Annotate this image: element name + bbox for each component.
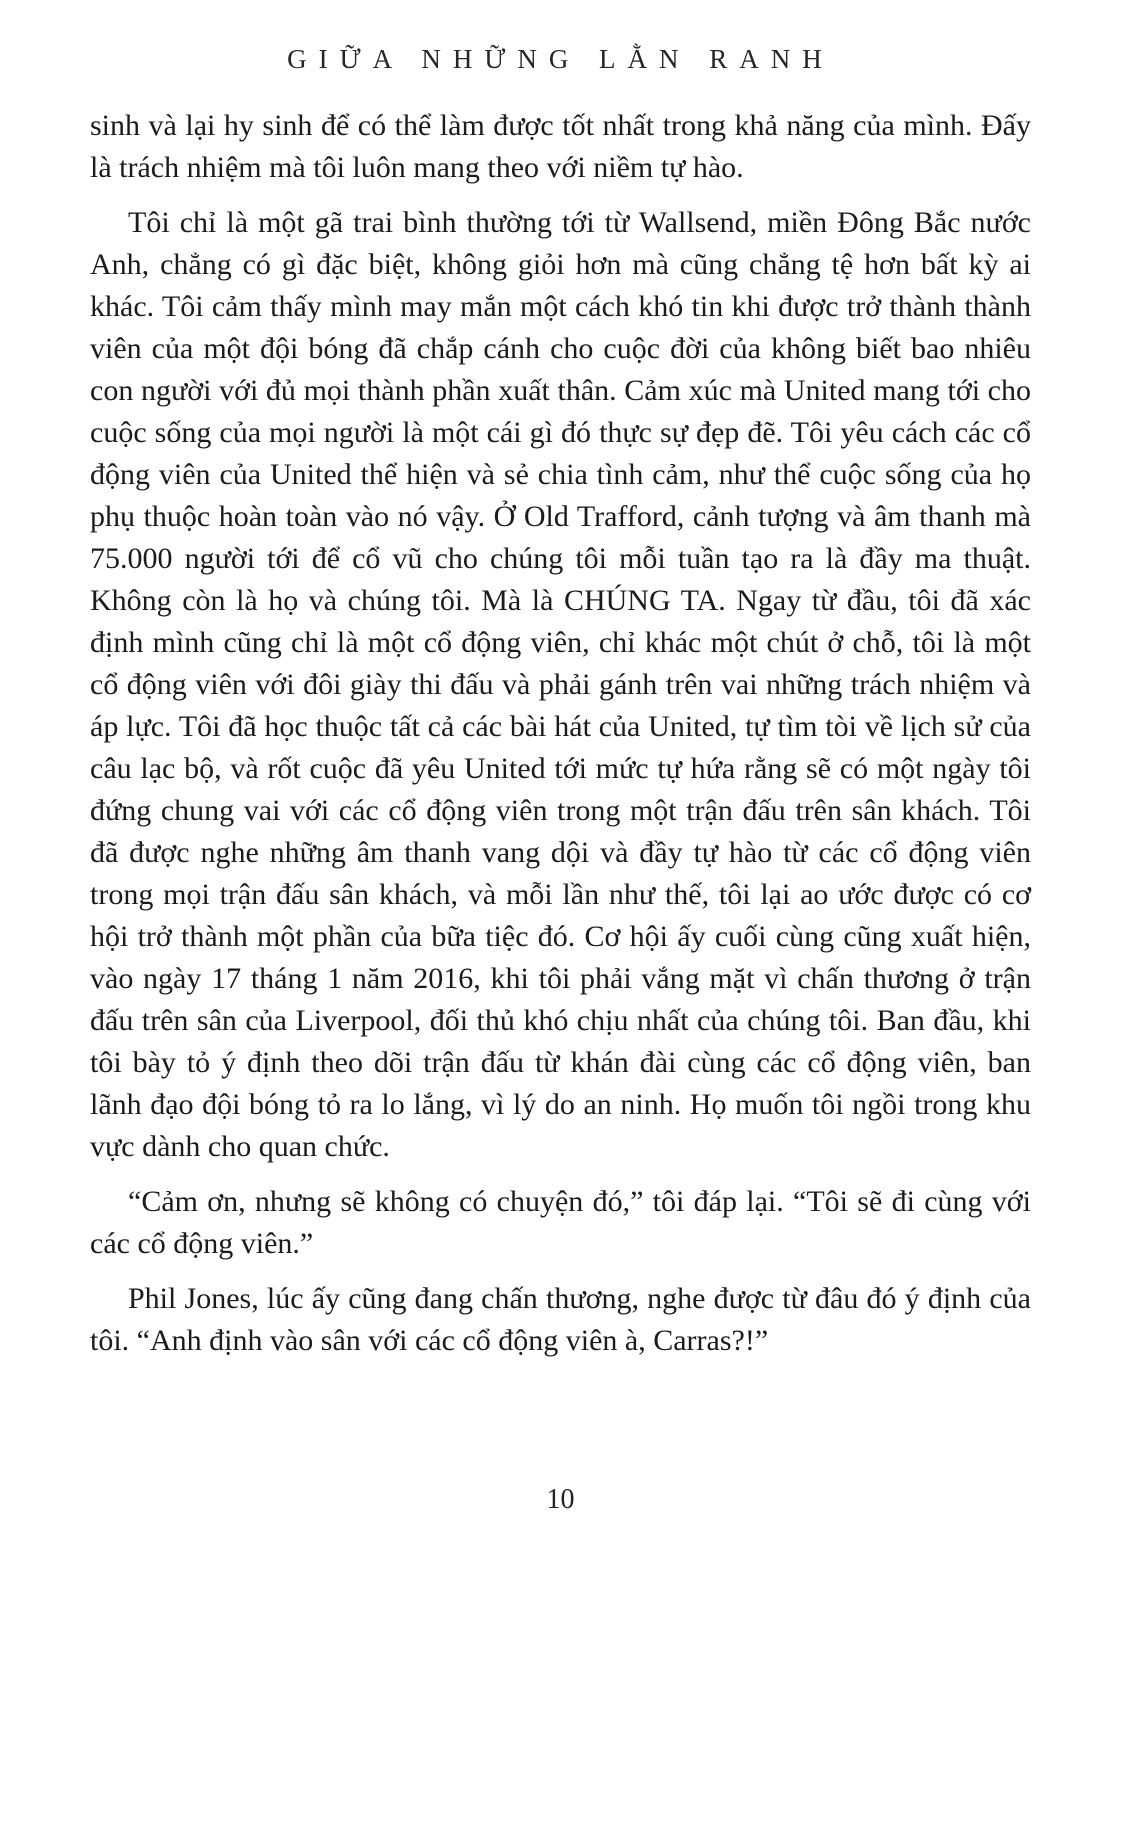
running-header: GIỮA NHỮNG LẰN RANH: [287, 44, 834, 74]
body-text: [90, 105, 1031, 1362]
page-number: 10: [546, 1484, 575, 1515]
body-paragraph: Phil Jones, lúc ấy cũng đang chấn thương, nghe được từ đâu đó ý định của tôi. “Anh định vào sân với các cổ động viên à, Carras?!”: [90, 1282, 1031, 1357]
body-paragraph: sinh và lại hy sinh để có thể làm được tốt nhất trong khả năng của mình. Đấy là trách nhiệm mà tôi luôn mang theo với niềm tự hào.: [90, 109, 1031, 184]
body-paragraph: Tôi chỉ là một gã trai bình thường tới từ Wallsend, miền Đông Bắc nước Anh, chẳng có gì đặc biệt, không giỏi hơn mà cũng chẳng tệ hơn bất kỳ ai khác. Tôi cảm thấy mình may mắn một cách khó tin khi được trở thành thành viên của một đội bóng đã chắp cánh cho cuộc đời của không biết bao nhiêu con người với đủ mọi thành phần xuất thân. Cảm xúc mà United mang tới cho cuộc sống của mọi người là một cái gì đó thực sự đẹp đẽ. Tôi yêu cách các cổ động viên của United thể hiện và sẻ chia tình cảm, như thể cuộc sống của họ phụ thuộc hoàn toàn vào nó vậy. Ở Old Trafford, cảnh tượng và âm thanh mà 75.000 người tới để cổ vũ cho chúng tôi mỗi tuần tạo ra là đầy ma thuật. Không còn là họ và chúng tôi. Mà là CHÚNG TA. Ngay từ đầu, tôi đã xác định mình cũng chỉ là một cổ động viên, chỉ khác một chút ở chỗ, tôi là một cổ động viên với đôi giày thi đấu và phải gánh trên vai những trách nhiệm và áp lực. Tôi đã học thuộc tất cả các bài hát của United, tự tìm tòi về lịch sử của câu lạc bộ, và rốt cuộc đã yêu United tới mức tự hứa rằng sẽ có một ngày tôi đứng chung vai với các cổ động viên trong một trận đấu trên sân khách. Tôi đã được nghe những âm thanh vang dội và đầy tự hào từ các cổ động viên trong mọi trận đấu sân khách, và mỗi lần như thế, tôi lại ao ước được có cơ hội trở thành một phần của bữa tiệc đó. Cơ hội ấy cuối cùng cũng xuất hiện, vào ngày 17 tháng 1 năm 2016, khi tôi phải vắng mặt vì chấn thương ở trận đấu trên sân của Liverpool, đối thủ khó chịu nhất của chúng tôi. Ban đầu, khi tôi bày tỏ ý định theo dõi trận đấu từ khán đài cùng các cổ động viên, ban lãnh đạo đội bóng tỏ ra lo lắng, vì lý do an ninh. Họ muốn tôi ngồi trong khu vực dành cho quan chức.: [90, 206, 1031, 1163]
body-paragraph: “Cảm ơn, nhưng sẽ không có chuyện đó,” tôi đáp lại. “Tôi sẽ đi cùng với các cổ động viên.”: [90, 1185, 1031, 1260]
